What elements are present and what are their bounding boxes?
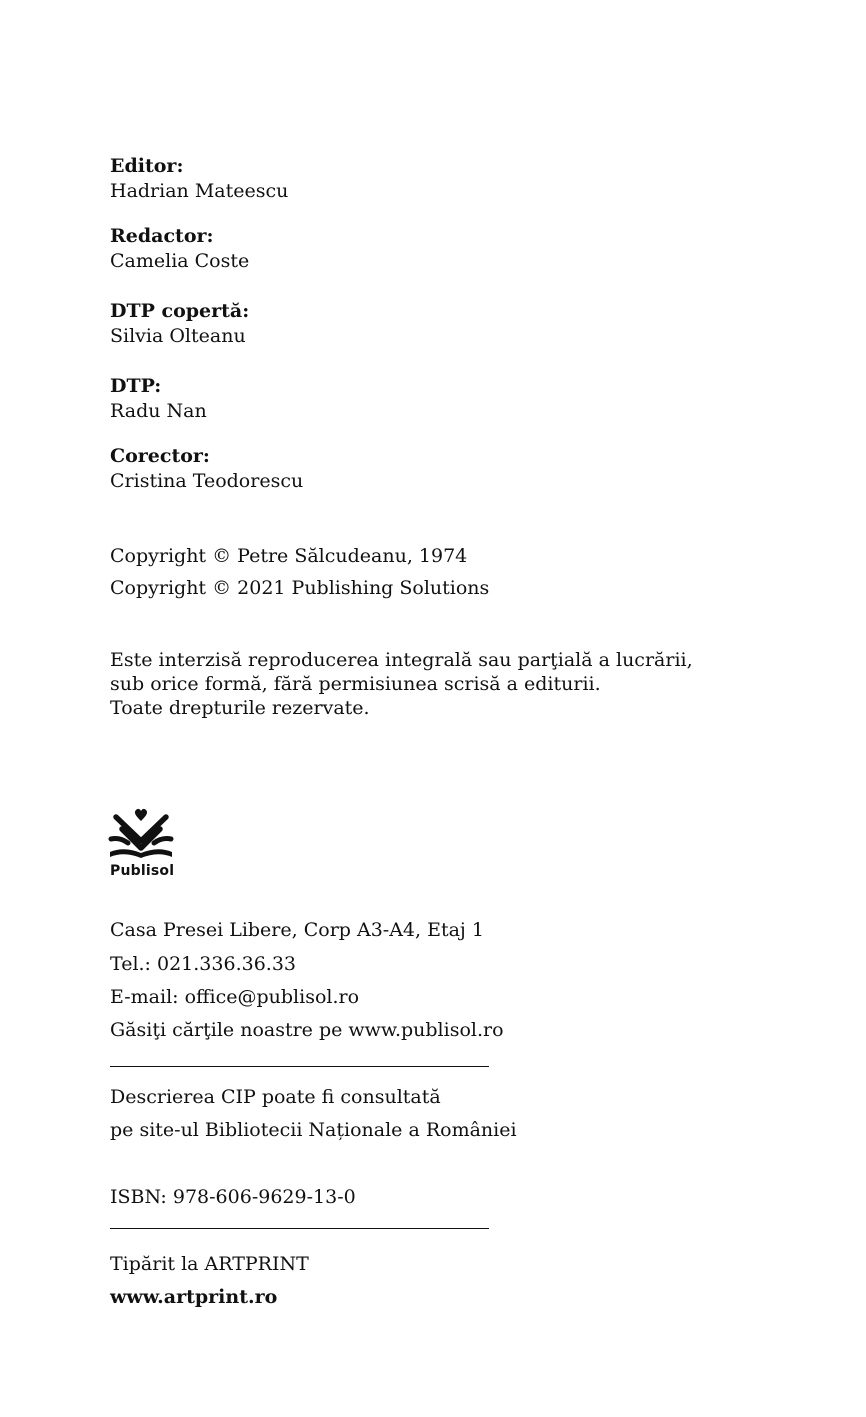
copyright-page [110,0,810,1417]
credit-name-editor: Hadrian Mateescu [110,180,289,202]
copyright-publisher: Copyright © 2021 Publishing Solutions [110,577,490,599]
publisher-phone: Tel.: 021.336.36.33 [110,953,297,975]
publisher-website: Găsiţi cărţile noastre pe www.publisol.ro [110,1019,504,1041]
publisher-address: Casa Presei Libere, Corp A3-A4, Etaj 1 [110,919,484,941]
printer-website: www.artprint.ro [110,1286,278,1308]
credit-role-redactor: Redactor: [110,225,214,247]
publisol-logo-text: Publisol [110,863,175,879]
isbn: ISBN: 978-606-9629-13-0 [110,1186,356,1208]
divider-rule [110,1066,489,1067]
credit-role-editor: Editor: [110,155,184,177]
rights-line-3: Toate drepturile rezervate. [110,697,370,719]
publisher-email: E-mail: office@publisol.ro [110,986,360,1008]
credit-name-redactor: Camelia Coste [110,250,250,272]
credit-role-proofreader: Corector: [110,445,210,467]
credit-name-proofreader: Cristina Teodorescu [110,470,304,492]
rights-line-2: sub orice formă, fără permisiunea scrisă a editurii. [110,673,601,695]
credit-role-dtp: DTP: [110,375,162,397]
rights-line-1: Este interzisă reproducerea integrală sau parţială a lucrării, [110,649,693,671]
credit-role-dtp-cover: DTP copertă: [110,300,250,322]
credit-name-dtp: Radu Nan [110,400,207,422]
credit-name-dtp-cover: Silvia Olteanu [110,325,246,347]
cip-line-1: Descrierea CIP poate fi consultată [110,1086,441,1108]
divider-rule [110,1228,489,1229]
printer-label: Tipărit la ARTPRINT [110,1253,309,1275]
copyright-author: Copyright © Petre Sălcudeanu, 1974 [110,545,468,567]
cip-line-2: pe site-ul Bibliotecii Naționale a României [110,1119,517,1141]
